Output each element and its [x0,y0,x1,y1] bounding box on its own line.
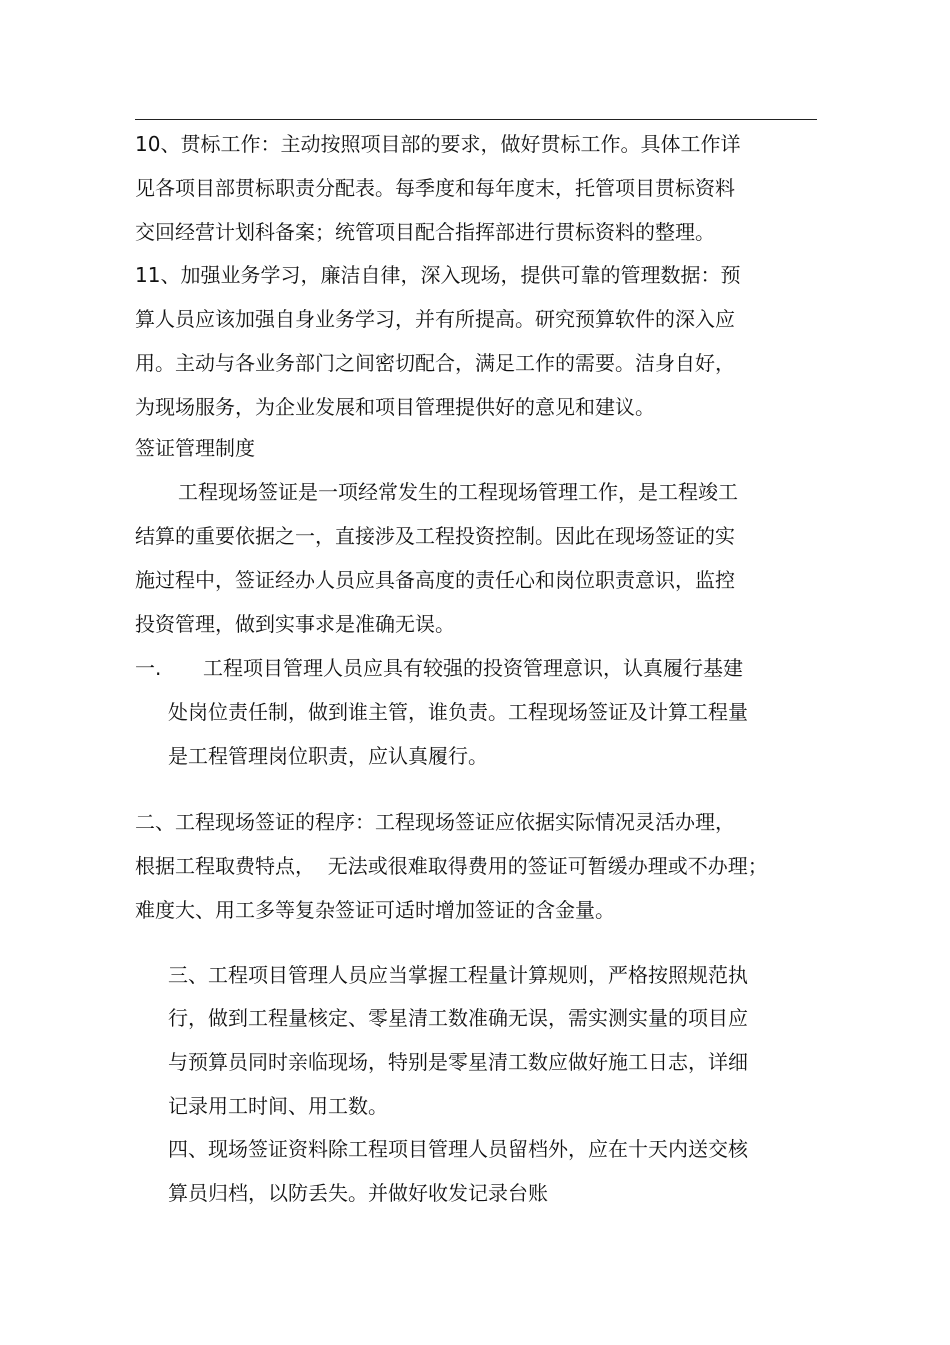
text-line: 工程现场签证是一项经常发生的工程现场管理工作，是工程竣工 [178,480,738,504]
list-marker: 一. [135,656,162,680]
text-line: 为现场服务，为企业发展和项目管理提供好的意见和建议。 [135,395,655,419]
text-line: 难度大、用工多等复杂签证可适时增加签证的含金量。 [135,898,615,922]
text-line: 算人员应该加强自身业务学习，并有所提高。研究预算软件的深入应 [135,307,735,331]
text-line: 算员归档，以防丢失。并做好收发记录台账 [168,1181,548,1205]
header-rule [135,119,817,120]
text-line: 交回经营计划科备案；统管项目配合指挥部进行贯标资料的整理。 [135,220,715,244]
text-line: 工程项目管理人员应具有较强的投资管理意识，认真履行基建 [203,656,743,680]
text-line: 用。主动与各业务部门之间密切配合，满足工作的需要。洁身自好， [135,351,735,375]
text-line: 见各项目部贯标职责分配表。每季度和每年度末，托管项目贯标资料 [135,176,735,200]
section-title: 签证管理制度 [135,436,255,460]
text-line: 四、现场签证资料除工程项目管理人员留档外，应在十天内送交核 [168,1137,748,1161]
text-line: 根据工程取费特点， 无法或很难取得费用的签证可暂缓办理或不办理； [135,854,768,878]
text-line: 与预算员同时亲临现场，特别是零星清工数应做好施工日志，详细 [168,1050,748,1074]
text-line: 记录用工时间、用工数。 [168,1094,388,1118]
text-line: 行，做到工程量核定、零星清工数准确无误，需实测实量的项目应 [168,1006,748,1030]
text-line: 是工程管理岗位职责，应认真履行。 [168,744,488,768]
text-line: 施过程中，签证经办人员应具备高度的责任心和岗位职责意识，监控 [135,568,735,592]
text-line: 结算的重要依据之一，直接涉及工程投资控制。因此在现场签证的实 [135,524,735,548]
text-line: 11、加强业务学习，廉洁自律，深入现场，提供可靠的管理数据：预 [135,263,741,287]
text-line: 二、工程现场签证的程序：工程现场签证应依据实际情况灵活办理， [135,810,735,834]
text-line: 三、工程项目管理人员应当掌握工程量计算规则，严格按照规范执 [168,963,748,987]
text-line: 处岗位责任制，做到谁主管，谁负责。工程现场签证及计算工程量 [168,700,748,724]
text-line: 投资管理，做到实事求是准确无误。 [135,612,455,636]
text-line: 10、贯标工作：主动按照项目部的要求，做好贯标工作。具体工作详 [135,132,741,156]
